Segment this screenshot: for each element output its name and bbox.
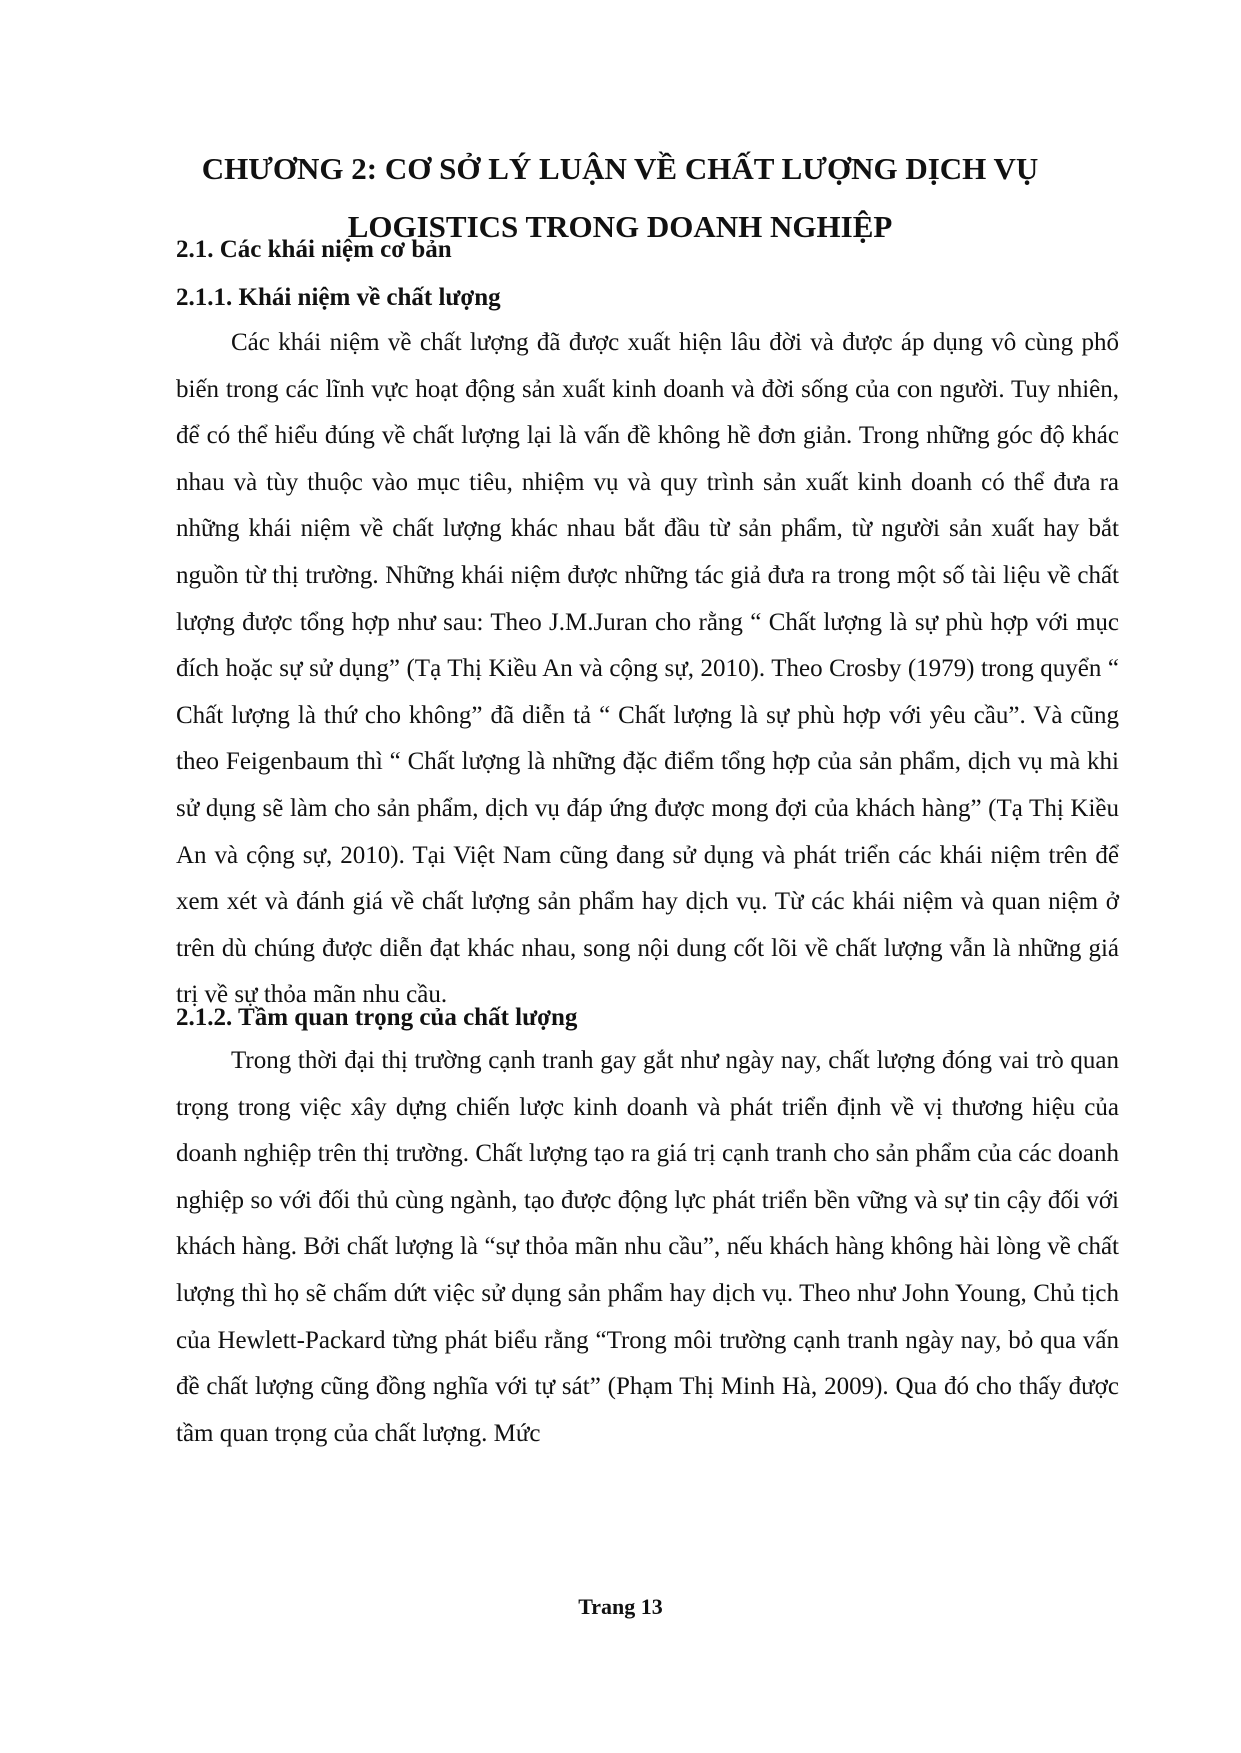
paragraph-importance-of-quality: Trong thời đại thị trường cạnh tranh gay gắt như ngày nay, chất lượng đóng vai trò quan trọng trong việc xây dựng chiến lược kinh doanh và phát triển định về vị thương hiệu của doanh nghiệp trên thị trường. Chất lượng tạo ra giá trị cạnh tranh cho sản phẩm của các doanh nghiệp so với đối thủ cùng ngành, tạo được động lực phát triển bền vững và sự tin cậy đối với khách hàng. Bởi chất lượng là “sự thỏa mãn nhu cầu”, nếu khách hàng không hài lòng về chất lượng thì họ sẽ chấm dứt việc sử dụng sản phẩm hay dịch vụ. Theo như John Young, Chủ tịch của Hewlett-Packard từng phát biểu rằng “Trong môi trường cạnh tranh ngày nay, bỏ qua vấn đề chất lượng cũng đồng nghĩa với tự sát” (Phạm Thị Minh Hà, 2009). Qua đó cho thấy được tầm quan trọng của chất lượng. Mức (176, 1047, 1119, 1447)
chapter-title-line-1: CHƯƠNG 2: CƠ SỞ LÝ LUẬN VỀ CHẤT LƯỢNG DỊCH VỤ (201, 151, 1039, 186)
chapter-title-line-2: LOGISTICS TRONG DOANH NGHIỆP (347, 209, 893, 244)
page-number-footer: Trang 13 (578, 1594, 663, 1619)
section-heading-2-1: 2.1. Các khái niệm cơ bản (176, 236, 452, 263)
paragraph-concept-of-quality: Các khái niệm về chất lượng đã được xuất hiện lâu đời và được áp dụng vô cùng phổ biến trong các lĩnh vực hoạt động sản xuất kinh doanh và đời sống của con người. Tuy nhiên, để có thể hiểu đúng về chất lượng lại là vấn đề không hề đơn giản. Trong những góc độ khác nhau và tùy thuộc vào mục tiêu, nhiệm vụ và quy trình sản xuất kinh doanh có thể đưa ra những khái niệm về chất lượng khác nhau bắt đầu từ sản phẩm, từ người sản xuất hay bắt nguồn từ thị trường. Những khái niệm được những tác giả đưa ra trong một số tài liệu về chất lượng được tổng hợp như sau: Theo J.M.Juran cho rằng “ Chất lượng là sự phù hợp với mục đích hoặc sự sử dụng” (Tạ Thị Kiều An và cộng sự, 2010). Theo Crosby (1979) trong quyển “ Chất lượng là thứ cho không” đã diễn tả “ Chất lượng là sự phù hợp với yêu cầu”. Và cũng theo Feigenbaum thì “ Chất lượng là những đặc điểm tổng hợp của sản phẩm, dịch vụ mà khi sử dụng sẽ làm cho sản phẩm, dịch vụ đáp ứng được mong đợi của khách hàng” (Tạ Thị Kiều An và cộng sự, 2010). Tại Việt Nam cũng đang sử dụng và phát triển các khái niệm trên để xem xét và đánh giá về chất lượng sản phẩm hay dịch vụ. Từ các khái niệm và quan niệm ở trên dù chúng được diễn đạt khác nhau, song nội dung cốt lõi về chất lượng vẫn là những giá trị về sự thỏa mãn nhu cầu. (176, 329, 1119, 1009)
section-heading-2-1-2: 2.1.2. Tầm quan trọng của chất lượng (176, 1004, 578, 1031)
section-heading-2-1-1: 2.1.1. Khái niệm về chất lượng (176, 284, 501, 311)
